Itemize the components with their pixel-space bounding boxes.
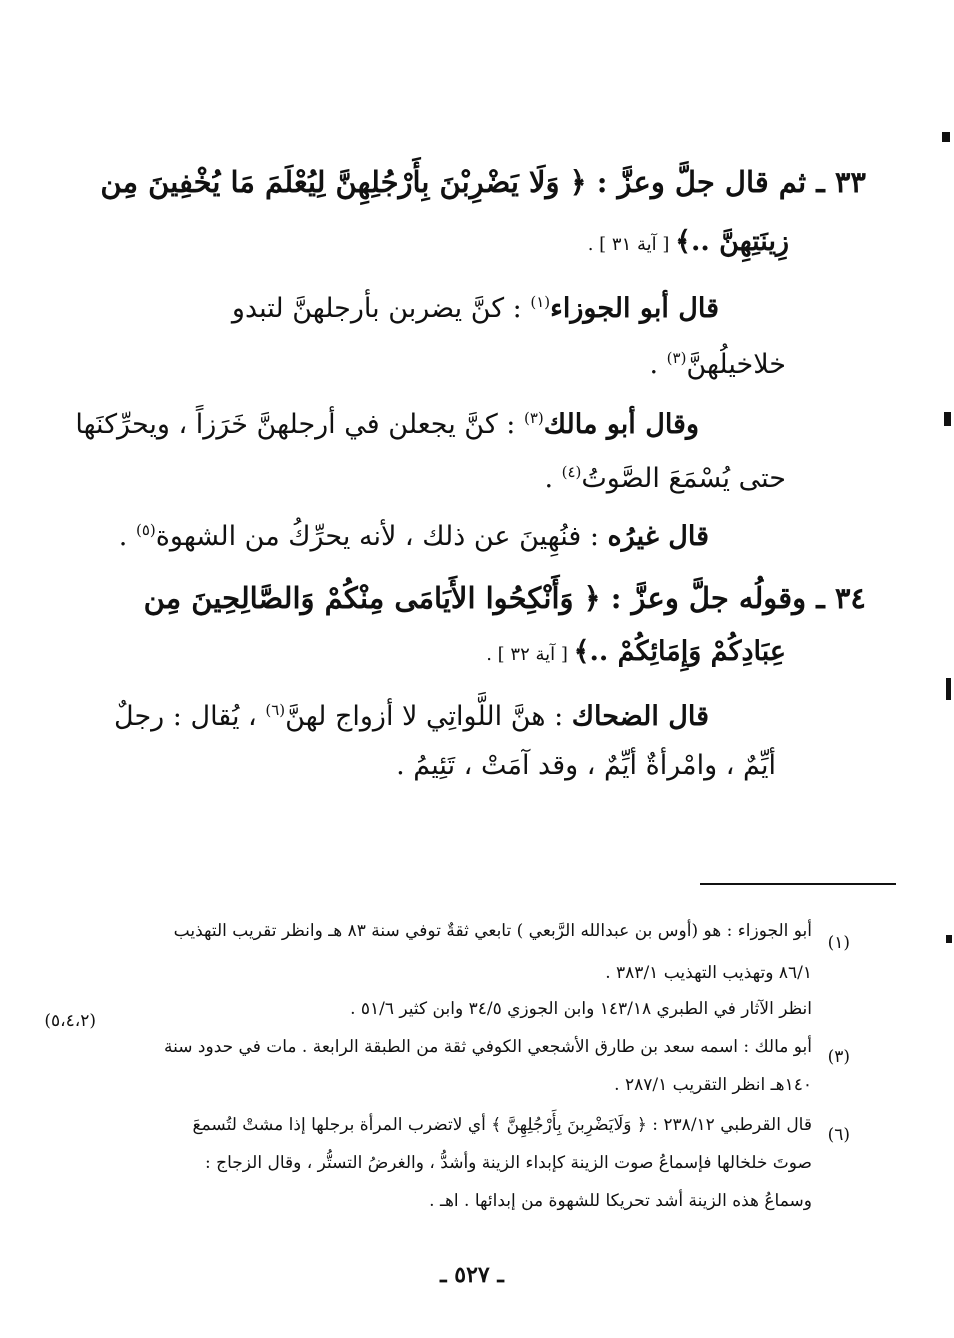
margin-mark — [944, 412, 951, 426]
verse-reference: [ آية ٣١ ] . — [587, 234, 676, 255]
footnote-separator — [700, 883, 896, 885]
ghayruh-line — [119, 510, 709, 557]
abu-jawza-line-1 — [232, 282, 719, 329]
quran-verse-text: ﴿ وَلَا يَضْرِبْنَ بِأَرْجُلِهِنَّ لِيُعْلَمَ مَا يُخْفِينَ مِن — [100, 165, 587, 199]
verse-33-line-2 — [588, 222, 789, 265]
footnote-2-line-1: انظر الآثار في الطبري ١٤٣/١٨ وابن الجوزي ٣٤/٥ وابن كثير ٥١/٦ . — [350, 999, 812, 1019]
narration-text: : هنَّ اللَّواتِي لا أزواج لهنَّ — [285, 701, 572, 732]
page-number: ـ ٥٢٧ ـ — [440, 1262, 504, 1288]
verse-34-lead: ٣٤ ـ وقولُه جلَّ وعزَّ : — [600, 581, 866, 615]
footnote-ref: (٤) — [561, 463, 582, 481]
narrator-name: قال الضحاك — [571, 701, 709, 732]
narrator-name: قال غيرُه — [607, 521, 709, 552]
footnote-number: (٥،٤،٢) — [44, 1011, 96, 1031]
narration-text: : كنَّ يجعلن في أرجلهنَّ خَرَزاً ، ويحرِّكنَها — [75, 409, 524, 440]
verse-reference: [ آية ٣٢ ] . — [486, 644, 574, 665]
narration-text: حتى يُسْمَعَ الصَّوتُ — [581, 463, 786, 494]
narration-text: : فنُهِينَ عن ذلك ، لأنه يحرِّكُ من الشهوة — [155, 521, 608, 552]
footnote-number: (٣) — [827, 1047, 850, 1067]
footnote-1-line-1: أبو الجوزاء : هو (أوس بن عبدالله الرَّبعي ) تابعي ثقةٌ توفي سنة ٨٣ هـ وانظر تقريب التهذيب — [173, 921, 812, 941]
footnote-ref: (٥) — [135, 521, 156, 539]
footnote-6-line-1: قال القرطبي ٢٣٨/١٢ : ﴿ وَلَايَضْرِبنَ بِأَرْجُلِهِنَّ ﴾ أي لاتضرب المرأة برجلها إذا مشتْ لتُسمعَ — [192, 1115, 812, 1135]
footnote-6-line-3: وسماعُ هذه الزينة أشد تحريكا للشهوة من إبدائها . اهـ . — [429, 1191, 812, 1211]
narration-text: خلاخيلُهنَّ — [686, 349, 786, 380]
narrator-name: قال أبو الجوزاء — [550, 293, 719, 324]
footnote-ref: (٣) — [666, 349, 687, 367]
verse-33-lead: ٣٣ ـ ثم قال جلَّ وعزَّ : — [586, 165, 866, 199]
abu-jawza-line-2 — [649, 338, 786, 385]
narration-text: ، يُقال : رجلٌ — [114, 701, 266, 732]
footnote-ref: (٣) — [523, 409, 544, 427]
verse-34-line-1 — [144, 578, 866, 618]
footnote-3-line-2: ١٤٠هـ انظر التقريب ٢٨٧/١ . — [614, 1075, 812, 1095]
quran-verse-text: زِينَتِهِنَّ ..﴾ — [675, 226, 789, 257]
footnote-number: (٦) — [827, 1125, 850, 1145]
punctuation: . — [118, 521, 136, 552]
punctuation: . — [649, 349, 667, 380]
footnote-6-line-2: صوتَ خلخالها فإسماعُ صوت الزينة كإبداء الزينة وأشدُّ ، والغرضُ التستُّر ، وقال الزجاج : — [204, 1153, 812, 1173]
narrator-name: وقال أبو مالك — [543, 409, 699, 440]
punctuation: . — [544, 463, 562, 494]
margin-mark — [942, 132, 950, 142]
narration-text: : كنَّ يضربن بأرجلهنَّ لتبدو — [231, 293, 531, 324]
verse-33-line-1 — [100, 162, 866, 202]
verse-34-line-2 — [486, 632, 786, 675]
footnote-1-line-2: ٨٦/١ وتهذيب التهذيب ٣٨٣/١ . — [605, 963, 812, 983]
dahhak-line-2 — [396, 746, 776, 786]
quran-verse-text: عِبَادِكُمْ وَإِمَائِكُمْ ..﴾ — [573, 636, 786, 667]
footnote-ref: (٦) — [265, 701, 286, 719]
abu-malik-line-2 — [544, 452, 786, 499]
abu-malik-line-1 — [75, 398, 699, 445]
dahhak-line-1 — [114, 690, 709, 737]
footnote-ref: (١) — [530, 293, 551, 311]
narration-text: أيِّمٌ ، وامْرأةٌ أيِّمٌ ، وقد آمَتْ ، تَئِيمُ . — [396, 750, 776, 781]
margin-mark — [946, 935, 952, 943]
footnote-number: (١) — [827, 933, 850, 953]
margin-mark — [946, 678, 951, 700]
quran-verse-text: ﴿ وَأَنْكِحُوا الأَيَامَى مِنْكُمْ وَالصَّالِحِينَ مِن — [143, 581, 601, 615]
footnote-3-line-1: أبو مالك : اسمه سعد بن طارق الأشجعي الكوفي ثقة من الطبقة الرابعة . مات في حدود سنة — [164, 1037, 812, 1057]
